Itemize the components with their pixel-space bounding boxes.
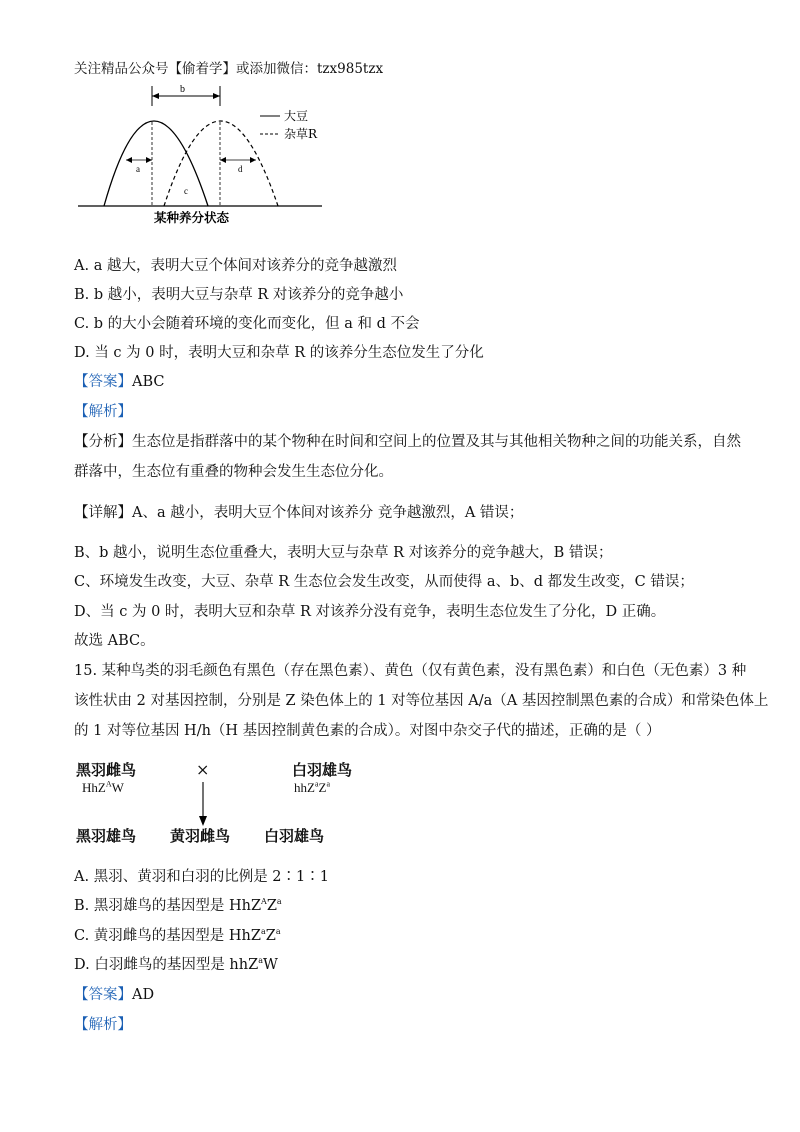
q14-conclusion: 故选 ABC。 <box>74 633 155 649</box>
x-axis-label: 某种养分状态 <box>154 210 230 225</box>
header-notice: 关注精品公众号【偷着学】或添加微信：tzx985tzx <box>74 61 384 77</box>
offspring-1: 黑羽雄鸟 <box>76 827 137 845</box>
answer-value: AD <box>132 987 155 1003</box>
q14-fenxi-line2: 群落中，生态位有重叠的物种会发生生态位分化。 <box>74 464 393 480</box>
legend-soy: 大豆 <box>284 109 309 123</box>
q14-analysis-tag: 【解析】 <box>74 404 132 420</box>
answer-tag: 【答案】 <box>74 374 132 390</box>
q15-option-b: B. 黑羽雄鸟的基因型是 $HhZ^AZ^a$ <box>74 897 282 914</box>
q14-detail-a: 【详解】A、a 越小，表明大豆个体间对该养分 竞争越激烈，A 错误； <box>74 505 524 521</box>
cross-sign: × <box>196 760 210 779</box>
q14-detail-b: B、b 越小，说明生态位重叠大，表明大豆与杂草 R 对该养分的竞争越大，B 错误； <box>74 545 613 561</box>
q15-option-d: D. 白羽雌鸟的基因型是 hhZ$^a$W <box>74 956 278 973</box>
q14-option-d: D. 当 c 为 0 时，表明大豆和杂草 R 的该养分生态位发生了分化 <box>74 345 484 361</box>
parent-male-label: 白羽雄鸟 <box>292 761 353 779</box>
q14-option-a: A. a 越大，表明大豆个体间对该养分的竞争越激烈 <box>74 258 397 274</box>
legend-weed: 杂草R <box>284 127 318 141</box>
label-c: c <box>184 186 188 196</box>
q14-detail-d: D、当 c 为 0 时，表明大豆和杂草 R 对该养分没有竞争，表明生态位发生了分化，D 正确。 <box>74 604 666 620</box>
q14-option-b: B. b 越小，表明大豆与杂草 R 对该养分的竞争越小 <box>74 287 404 303</box>
q15-option-a: A. 黑羽、黄羽和白羽的比例是 2∶1∶1 <box>74 869 329 885</box>
answer-value: ABC <box>132 374 165 390</box>
parent-male-genotype: $hhZ^aZ^a$ <box>294 779 331 795</box>
label-d: d <box>238 164 243 174</box>
q15-answer <box>74 985 154 1005</box>
q14-option-c: C. b 的大小会随着环境的变化而变化，但 a 和 d 不会 <box>74 316 420 332</box>
soy-curve <box>104 121 208 206</box>
label-a: a <box>136 164 140 174</box>
q14-answer <box>74 372 165 392</box>
answer-tag: 【答案】 <box>74 987 132 1003</box>
offspring-3: 白羽雄鸟 <box>264 827 325 845</box>
cross-arrow <box>196 782 210 826</box>
q15-stem-line3: 的 1 对等位基因 H/h（H 基因控制黄色素的合成）。对图中杂交子代的描述，正确的是（ ） <box>74 723 661 739</box>
q15-stem-line1: 15. 某种鸟类的羽毛颜色有黑色（存在黑色素）、黄色（仅有黄色素，没有黑色素）和白色（无色素）3 种 <box>74 663 747 679</box>
parent-female-genotype: HhZ$^A$W <box>82 779 124 795</box>
niche-figure <box>74 80 364 228</box>
parent-female-label: 黑羽雌鸟 <box>76 761 137 779</box>
q14-fenxi-line1: 【分析】生态位是指群落中的某个物种在时间和空间上的位置及其与其他相关物种之间的功能关系，自然 <box>74 434 741 450</box>
label-b: b <box>180 84 185 95</box>
q15-option-c: C. 黄羽雌鸟的基因型是 $HhZ^aZ^a$ <box>74 927 281 944</box>
q15-analysis-tag: 【解析】 <box>74 1017 132 1033</box>
cross-diagram <box>74 760 374 850</box>
offspring-2: 黄羽雌鸟 <box>170 827 231 845</box>
q14-detail-c: C、环境发生改变，大豆、杂草 R 生态位会发生改变，从而使得 a、b、d 都发生改变，C 错误； <box>74 574 694 590</box>
q15-stem-line2: 该性状由 2 对基因控制，分别是 Z 染色体上的 1 对等位基因 A/a（A 基因控制黑色素的合成）和常染色体上 <box>74 693 769 709</box>
